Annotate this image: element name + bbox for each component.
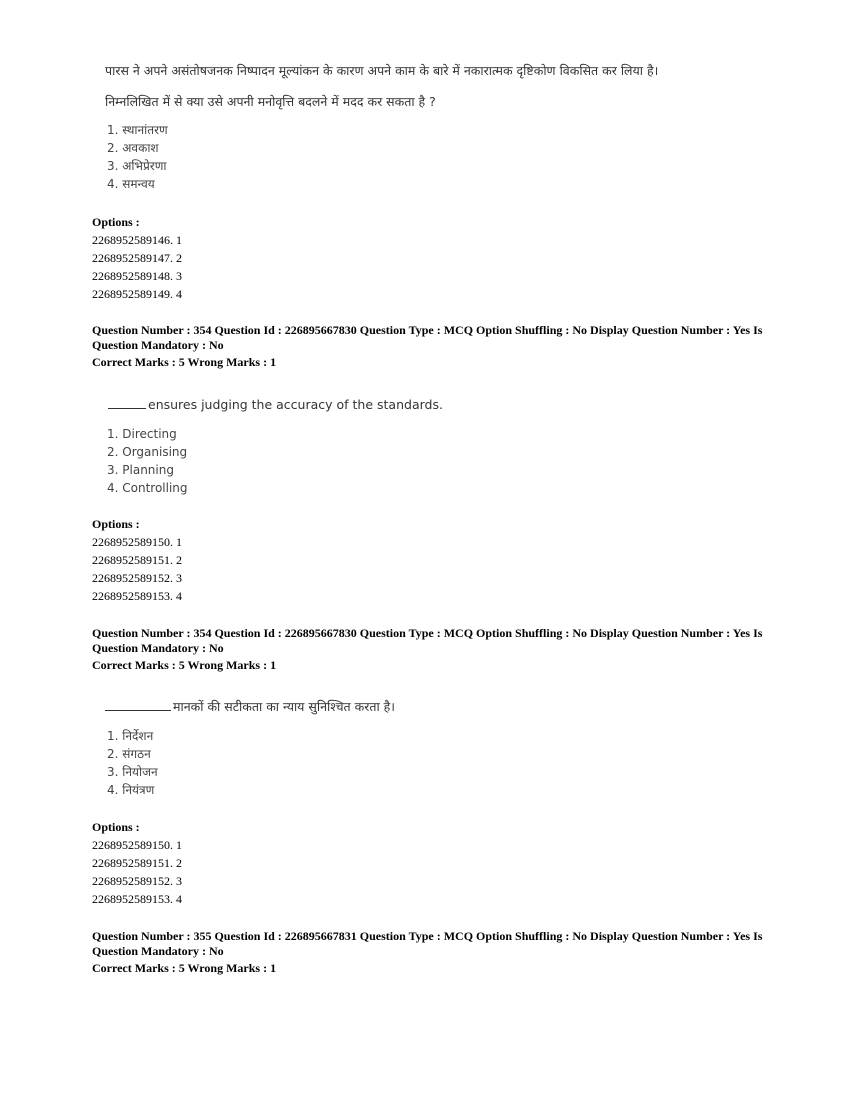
- option-id: 2268952589148. 3: [92, 269, 182, 283]
- question-353-choices: [107, 121, 168, 193]
- option-id: 2268952589152. 3: [92, 874, 182, 888]
- question-353-text-line2: निम्नलिखित में से क्या उसे अपनी मनोवृत्ति बदलने में मदद कर सकता है ?: [105, 94, 436, 109]
- question-354-choices: [107, 425, 188, 497]
- question-marks: Correct Marks : 5 Wrong Marks : 1: [92, 355, 277, 369]
- option-id: 2268952589146. 1: [92, 233, 182, 247]
- choice-item: 2. संगठन: [107, 747, 151, 761]
- question-meta-text: Question Number : 355 Question Id : 226895667831 Question Type : MCQ Option Shuffling : No Display Question Number : Yes Is Question Mandatory : No: [92, 929, 763, 958]
- choice-item: 1. निर्देशन: [107, 729, 154, 743]
- option-id: 2268952589152. 3: [92, 571, 182, 585]
- question-354-hindi-options: [92, 819, 182, 908]
- question-353-text-line1: पारस ने अपने असंतोषजनक निष्पादन मूल्यांकन के कारण अपने काम के बारे में नकारात्मक दृष्टिकोण विकसित कर लिया है।: [105, 63, 659, 78]
- choice-item: 3. Planning: [107, 463, 174, 477]
- options-label: Options :: [92, 215, 140, 229]
- question-meta-text: Question Number : 354 Question Id : 226895667830 Question Type : MCQ Option Shuffling : No Display Question Number : Yes Is Question Mandatory : No: [92, 323, 763, 352]
- question-354-hindi-choices: [107, 727, 158, 799]
- question-354-text: [108, 397, 443, 412]
- option-id: 2268952589149. 4: [92, 287, 182, 301]
- option-id: 2268952589153. 4: [92, 892, 182, 906]
- option-id: 2268952589151. 2: [92, 553, 182, 567]
- question-353-options: [92, 214, 182, 303]
- choice-item: 1. Directing: [107, 427, 177, 441]
- question-text: मानकों की सटीकता का न्याय सुनिश्चित करता है।: [173, 699, 396, 714]
- option-id: 2268952589150. 1: [92, 535, 182, 549]
- question-354-hindi-meta: [92, 626, 772, 673]
- choice-item: 1. स्थानांतरण: [107, 123, 168, 137]
- question-marks: Correct Marks : 5 Wrong Marks : 1: [92, 961, 277, 975]
- choice-item: 3. नियोजन: [107, 765, 158, 779]
- options-label: Options :: [92, 517, 140, 531]
- question-marks: Correct Marks : 5 Wrong Marks : 1: [92, 658, 277, 672]
- question-text: ensures judging the accuracy of the standards.: [148, 397, 443, 412]
- option-id: 2268952589151. 2: [92, 856, 182, 870]
- choice-item: 2. Organising: [107, 445, 188, 459]
- choice-item: 2. अवकाश: [107, 141, 159, 155]
- answer-blank: [108, 408, 146, 409]
- options-label: Options :: [92, 820, 140, 834]
- choice-item: 4. नियंत्रण: [107, 783, 155, 797]
- question-meta-text: Question Number : 354 Question Id : 226895667830 Question Type : MCQ Option Shuffling : No Display Question Number : Yes Is Question Mandatory : No: [92, 626, 763, 655]
- option-id: 2268952589150. 1: [92, 838, 182, 852]
- question-354-hindi-text: [105, 698, 395, 715]
- option-id: 2268952589153. 4: [92, 589, 182, 603]
- question-354-meta: [92, 323, 772, 370]
- question-354-options: [92, 516, 182, 605]
- question-355-meta: [92, 929, 772, 976]
- choice-item: 4. समन्वय: [107, 177, 155, 191]
- option-id: 2268952589147. 2: [92, 251, 182, 265]
- choice-item: 3. अभिप्रेरणा: [107, 159, 167, 173]
- answer-blank: [105, 710, 171, 711]
- choice-item: 4. Controlling: [107, 481, 188, 495]
